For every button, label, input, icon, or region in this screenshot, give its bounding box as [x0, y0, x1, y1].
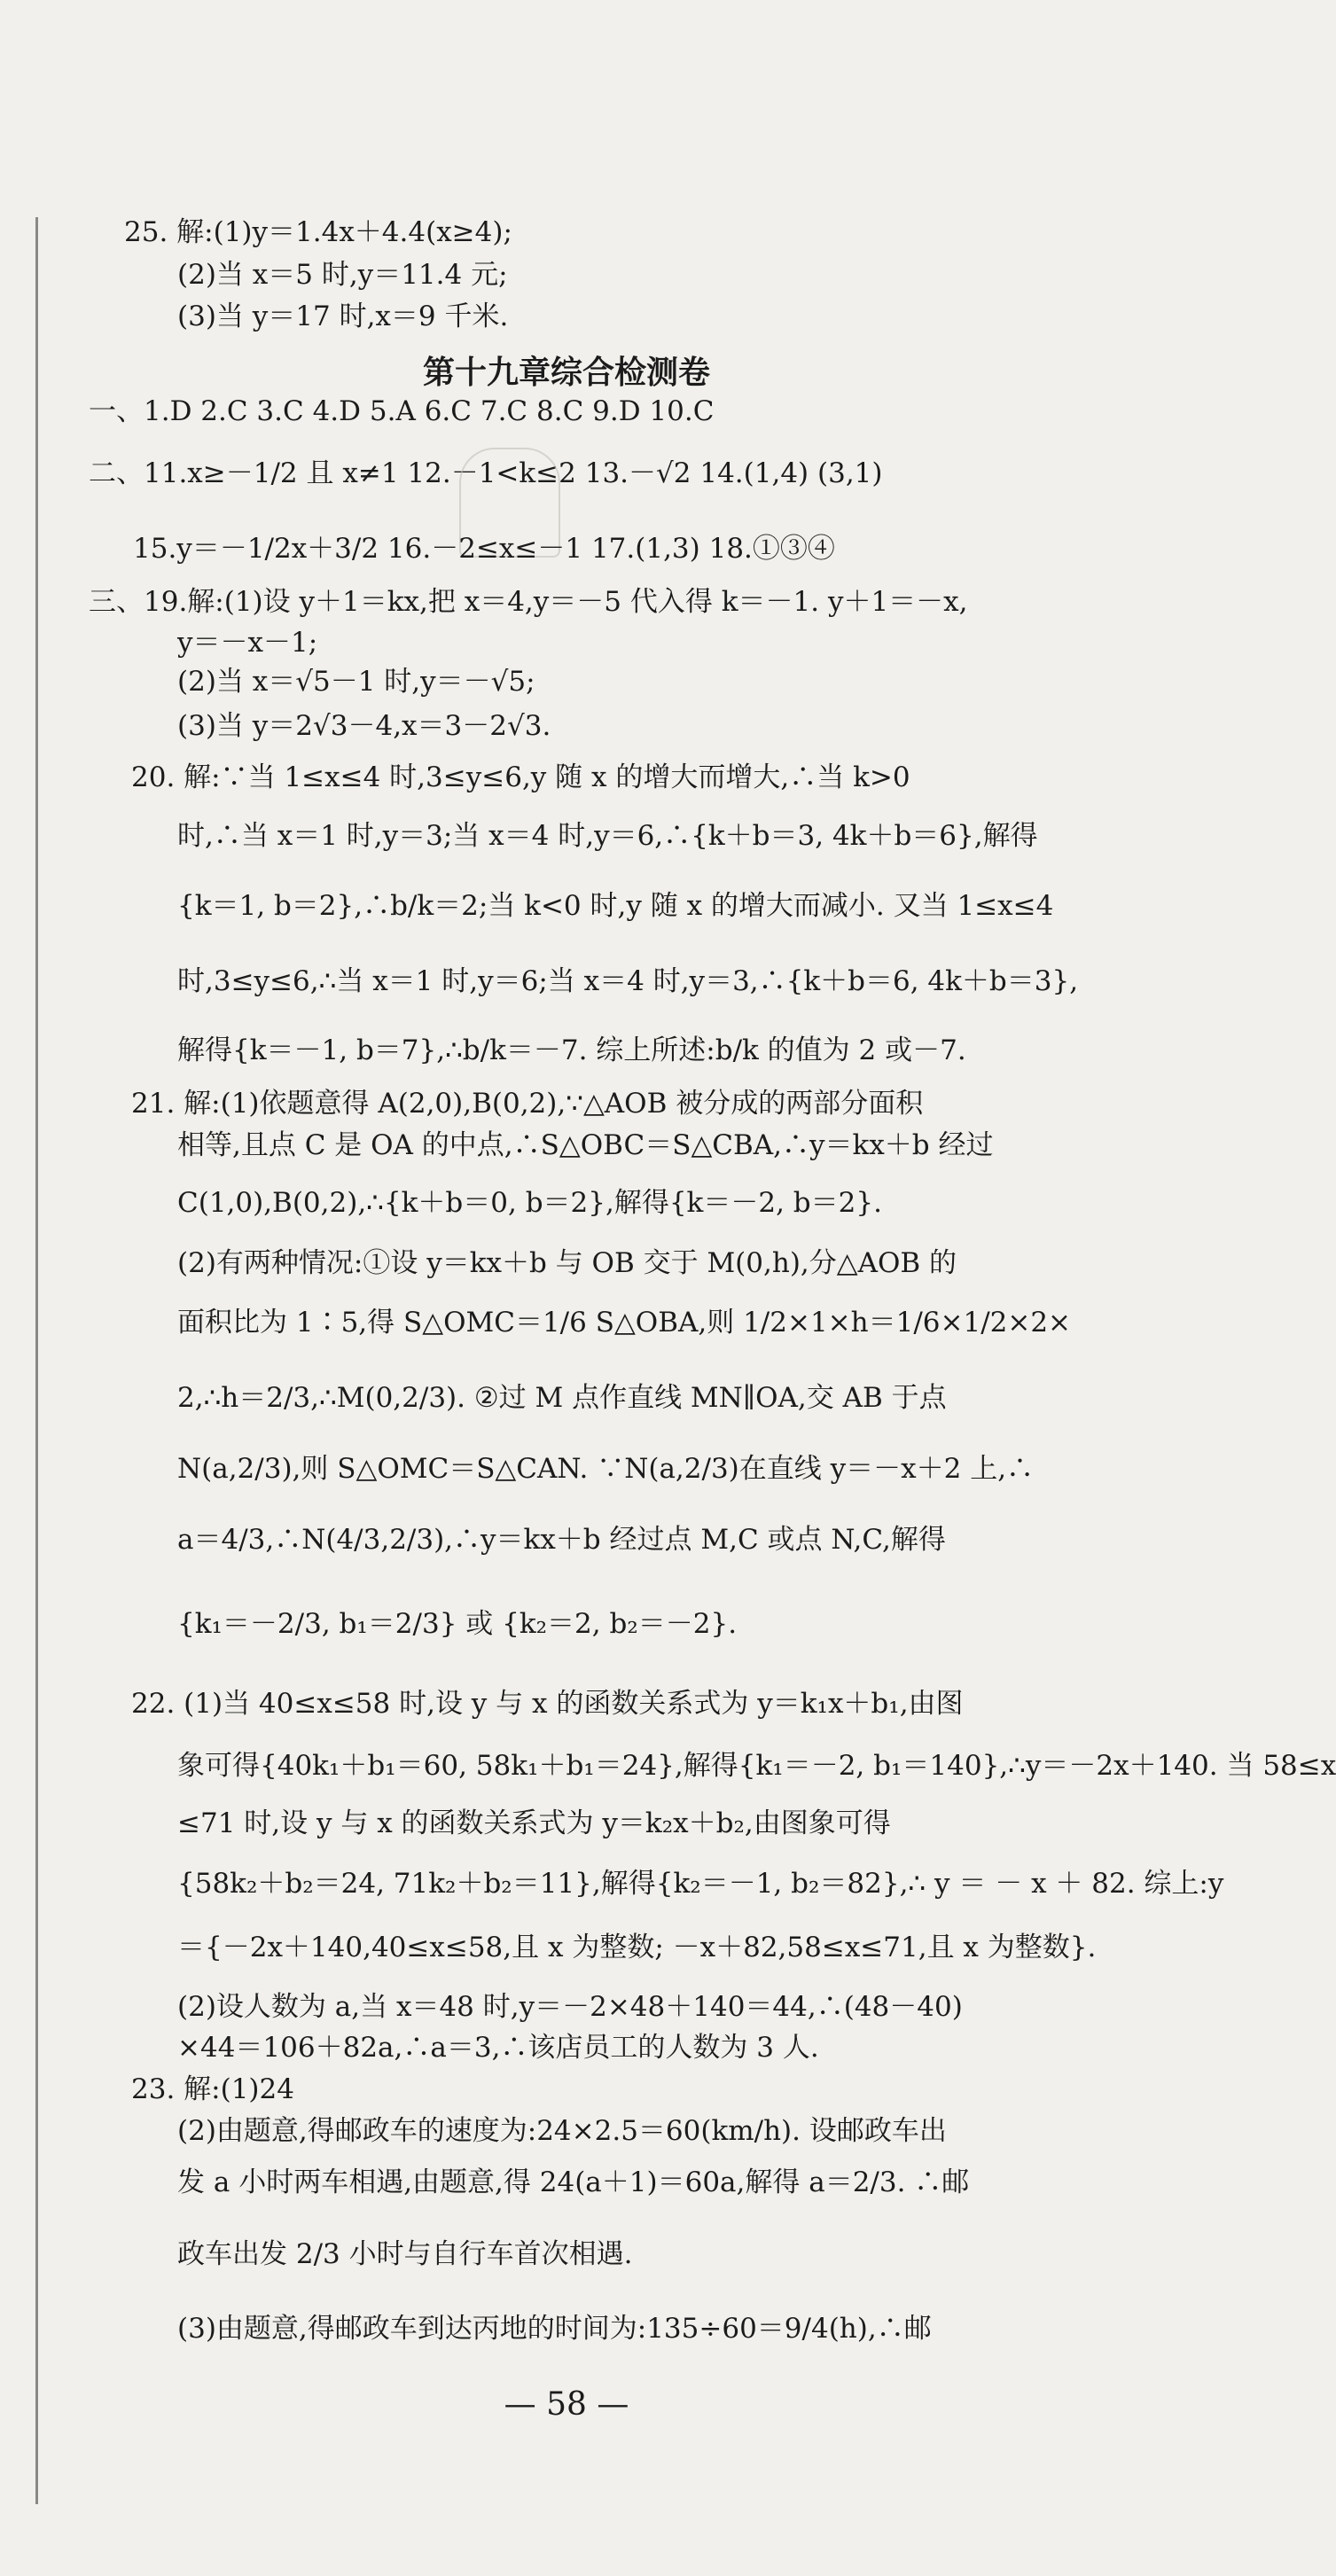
part2-line2: 15.y＝－1/2x＋3/2 16.－2≤x≤－1 17.(1,3) 18.①③④ [133, 533, 835, 565]
answer-22-line5: ＝{－2x＋140,40≤x≤58,且 x 为整数; －x＋82,58≤x≤71,且 x 为整数}. [177, 1932, 1097, 1963]
answer-22-line1: 22. (1)当 40≤x≤58 时,设 y 与 x 的函数关系式为 y＝k₁x＋b₁,由图 [131, 1688, 964, 1720]
answer-21-line2: 相等,且点 C 是 OA 的中点,∴S△OBC＝S△CBA,∴y＝kx＋b 经过 [177, 1129, 994, 1161]
answer-21-line4: (2)有两种情况:①设 y＝kx＋b 与 OB 交于 M(0,h),分△AOB 的 [177, 1247, 957, 1279]
answer-23-line3: 发 a 小时两车相遇,由题意,得 24(a＋1)＝60a,解得 a＝2/3. ∴邮 [177, 2166, 970, 2198]
answer-21-line9: {k₁＝－2/3, b₁＝2/3} 或 {k₂＝2, b₂＝－2}. [177, 1608, 738, 1640]
answer-20-line2: 时,∴当 x＝1 时,y＝3;当 x＝4 时,y＝6,∴{k＋b＝3, 4k＋b＝6},解得 [177, 820, 1038, 852]
answer-21-line3: C(1,0),B(0,2),∴{k＋b＝0, b＝2},解得{k＝－2, b＝2}. [177, 1187, 882, 1219]
answer-20-line1: 20. 解:∵当 1≤x≤4 时,3≤y≤6,y 随 x 的增大而增大,∴当 k>0 [131, 761, 910, 793]
answer-25-line2: (2)当 x＝5 时,y＝11.4 元; [177, 259, 508, 291]
answer-23-line1: 23. 解:(1)24 [131, 2073, 294, 2105]
answer-21-line8: a＝4/3,∴N(4/3,2/3),∴y＝kx＋b 经过点 M,C 或点 N,C,解得 [177, 1524, 946, 1556]
answer-22-line2: 象可得{40k₁＋b₁＝60, 58k₁＋b₁＝24},解得{k₁＝－2, b₁＝140},∴y＝－2x＋140. 当 58≤x [177, 1750, 1336, 1782]
answer-22-line4: {58k₂＋b₂＝24, 71k₂＋b₂＝11},解得{k₂＝－1, b₂＝82},∴ y ＝ － x ＋ 82. 综上:y [177, 1868, 1224, 1900]
answer-21-line6: 2,∴h＝2/3,∴M(0,2/3). ②过 M 点作直线 MN∥OA,交 AB 于点 [177, 1382, 947, 1414]
part2-line1: 二、11.x≥－1/2 且 x≠1 12.－1<k≤2 13.－√2 14.(1,4) (3,1) [89, 457, 883, 489]
answer-22-line3: ≤71 时,设 y 与 x 的函数关系式为 y＝k₂x＋b₂,由图象可得 [177, 1807, 891, 1839]
answer-23-line5: (3)由题意,得邮政车到达丙地的时间为:135÷60＝9/4(h),∴邮 [177, 2313, 932, 2345]
page-number: — 58 — [504, 2386, 629, 2423]
part1-choices: 一、1.D 2.C 3.C 4.D 5.A 6.C 7.C 8.C 9.D 10.C [89, 395, 715, 427]
answer-21-line5: 面积比为 1∶5,得 S△OMC＝1/6 S△OBA,则 1/2×1×h＝1/6×1/2×2× [177, 1307, 1072, 1339]
answer-19-line1: 三、19.解:(1)设 y＋1＝kx,把 x＝4,y＝－5 代入得 k＝－1. y＋1＝－x, [89, 586, 968, 618]
answer-19-line4: (3)当 y＝2√3－4,x＝3－2√3. [177, 710, 551, 742]
answer-20-line3: {k＝1, b＝2},∴b/k＝2;当 k<0 时,y 随 x 的增大而减小. 又当 1≤x≤4 [177, 890, 1054, 922]
answer-21-line7: N(a,2/3),则 S△OMC＝S△CAN. ∵N(a,2/3)在直线 y＝－x＋2 上,∴ [177, 1453, 1035, 1485]
answer-19-line3: (2)当 x＝√5－1 时,y＝－√5; [177, 666, 535, 698]
answer-23-line2: (2)由题意,得邮政车的速度为:24×2.5＝60(km/h). 设邮政车出 [177, 2115, 947, 2147]
answer-19-line2: y＝－x－1; [177, 627, 318, 659]
answer-20-line5: 解得{k＝－1, b＝7},∴b/k＝－7. 综上所述:b/k 的值为 2 或－7. [177, 1034, 966, 1066]
answer-22-line6: (2)设人数为 a,当 x＝48 时,y＝－2×48＋140＝44,∴(48－40) [177, 1991, 963, 2023]
answer-22-line7: ×44＝106＋82a,∴a＝3,∴该店员工的人数为 3 人. [177, 2032, 819, 2064]
section-title: 第十九章综合检测卷 [422, 355, 710, 391]
answer-25-line1: 25. 解:(1)y＝1.4x＋4.4(x≥4); [124, 216, 512, 248]
answer-21-line1: 21. 解:(1)依题意得 A(2,0),B(0,2),∵△AOB 被分成的两部分面积 [131, 1088, 924, 1120]
answer-23-line4: 政车出发 2/3 小时与自行车首次相遇. [177, 2238, 633, 2270]
left-margin-rule [35, 217, 38, 2504]
answer-25-line3: (3)当 y＝17 时,x＝9 千米. [177, 301, 509, 332]
answer-20-line4: 时,3≤y≤6,∴当 x＝1 时,y＝6;当 x＝4 时,y＝3,∴{k＋b＝6, 4k＋b＝3}, [177, 965, 1079, 997]
